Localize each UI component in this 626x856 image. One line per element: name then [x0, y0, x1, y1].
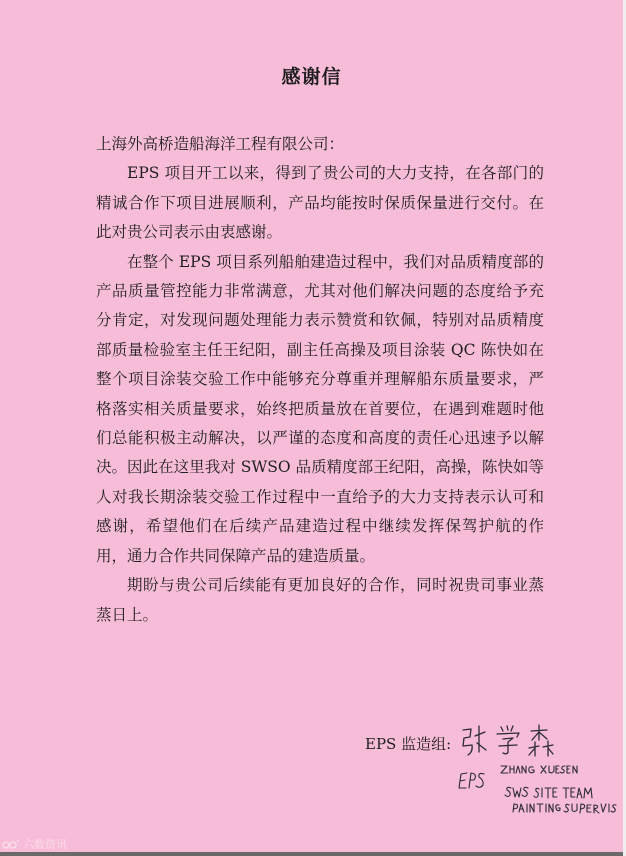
salutation: 上海外高桥造船海洋工程有限公司： — [96, 135, 345, 153]
paragraph-2: 在整个 EPS 项目系列船舶建造过程中，我们对品质精度部的产品质量管控能力非常满意，尤其对他们解决问题的态度给予充分肯定，对发现问题处理能力表示赞赏和钦佩，特别对品质精度部质量检验室主任王纪阳，副主任高操及项目涂装 QC 陈快如在整个项目涂装交验工作中能够充分尊重并理解船东质量要求，严格落实相关质量要求，始终把质量放在首要位，在遇到难题时他们总能积极主动解决，以严谨的态度和高度的责任心迅速予以解决。因此在这里我对 SWSO 品质精度部王纪阳，高操，陈快如等人对我长期涂装交验工作过程中一直给予的大力支持表示认可和感谢，希望他们在后续产品建造过程中继续发挥保驾护航的作用，通力合作共同保障产品的建造质量。 — [96, 252, 544, 565]
page-bottom-edge — [0, 852, 623, 856]
handwritten-signature — [455, 722, 625, 832]
brand-logo-icon — [2, 839, 20, 850]
watermark — [2, 836, 67, 852]
letter-body — [96, 130, 544, 630]
paragraph-3: 期盼与贵公司后续能有更加良好的合作，同时祝贵司事业蒸蒸日上。 — [96, 576, 544, 624]
signoff-label: EPS 监造组: — [365, 735, 452, 753]
paragraph-1: EPS 项目开工以来，得到了贵公司的大力支持，在各部门的精诚合作下项目进展顺利，产品均能按时保质保量进行交付。在此对贵公司表示由衷感谢。 — [96, 164, 544, 242]
letter-title: 感谢信 — [281, 66, 342, 88]
watermark-text: 六数资讯 — [23, 838, 67, 851]
